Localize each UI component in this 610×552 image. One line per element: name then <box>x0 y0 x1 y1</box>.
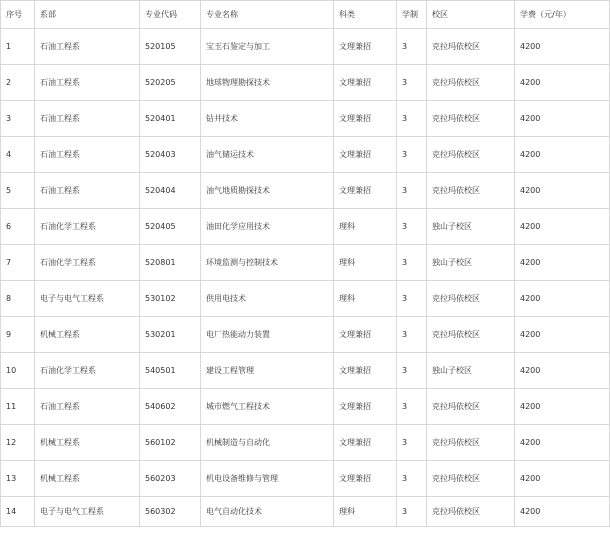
cell-duration: 3 <box>397 461 427 497</box>
header-department: 系部 <box>35 1 140 29</box>
cell-category: 文理兼招 <box>334 389 397 425</box>
cell-campus: 克拉玛依校区 <box>427 65 515 101</box>
cell-department: 石油工程系 <box>35 29 140 65</box>
cell-campus: 克拉玛依校区 <box>427 101 515 137</box>
cell-index: 8 <box>1 281 35 317</box>
cell-major-name: 地球物理勘探技术 <box>201 65 334 101</box>
cell-category: 理科 <box>334 209 397 245</box>
cell-duration: 3 <box>397 101 427 137</box>
cell-category: 文理兼招 <box>334 425 397 461</box>
cell-major-name: 建设工程管理 <box>201 353 334 389</box>
cell-department: 石油工程系 <box>35 173 140 209</box>
cell-major-code: 540501 <box>140 353 201 389</box>
header-category: 科类 <box>334 1 397 29</box>
cell-major-code: 520405 <box>140 209 201 245</box>
cell-campus: 克拉玛依校区 <box>427 29 515 65</box>
cell-major-code: 520801 <box>140 245 201 281</box>
cell-major-name: 钻井技术 <box>201 101 334 137</box>
table-row <box>1 29 610 65</box>
cell-category: 文理兼招 <box>334 317 397 353</box>
cell-campus: 克拉玛依校区 <box>427 173 515 209</box>
cell-duration: 3 <box>397 497 427 527</box>
cell-department: 石油化学工程系 <box>35 209 140 245</box>
cell-duration: 3 <box>397 353 427 389</box>
cell-major-name: 宝玉石鉴定与加工 <box>201 29 334 65</box>
cell-major-code: 530201 <box>140 317 201 353</box>
cell-index: 2 <box>1 65 35 101</box>
cell-department: 石油工程系 <box>35 101 140 137</box>
cell-category: 理科 <box>334 281 397 317</box>
cell-campus: 克拉玛依校区 <box>427 281 515 317</box>
table-row <box>1 101 610 137</box>
table-row <box>1 389 610 425</box>
cell-campus: 克拉玛依校区 <box>427 425 515 461</box>
cell-duration: 3 <box>397 317 427 353</box>
cell-major-code: 520401 <box>140 101 201 137</box>
table-row <box>1 173 610 209</box>
cell-index: 9 <box>1 317 35 353</box>
cell-major-name: 环境监测与控制技术 <box>201 245 334 281</box>
cell-major-name: 城市燃气工程技术 <box>201 389 334 425</box>
cell-tuition: 4200 <box>515 137 610 173</box>
cell-major-code: 520403 <box>140 137 201 173</box>
cell-category: 文理兼招 <box>334 101 397 137</box>
cell-index: 13 <box>1 461 35 497</box>
cell-campus: 独山子校区 <box>427 353 515 389</box>
cell-department: 石油化学工程系 <box>35 245 140 281</box>
cell-major-name: 油气地质勘探技术 <box>201 173 334 209</box>
cell-index: 10 <box>1 353 35 389</box>
cell-department: 机械工程系 <box>35 425 140 461</box>
header-duration: 学制 <box>397 1 427 29</box>
table-row <box>1 497 610 527</box>
cell-duration: 3 <box>397 65 427 101</box>
cell-category: 理科 <box>334 497 397 527</box>
cell-index: 4 <box>1 137 35 173</box>
table-row <box>1 353 610 389</box>
cell-tuition: 4200 <box>515 389 610 425</box>
cell-tuition: 4200 <box>515 29 610 65</box>
cell-campus: 克拉玛依校区 <box>427 317 515 353</box>
cell-category: 文理兼招 <box>334 173 397 209</box>
cell-major-code: 560302 <box>140 497 201 527</box>
cell-duration: 3 <box>397 137 427 173</box>
cell-department: 石油化学工程系 <box>35 353 140 389</box>
table-row <box>1 209 610 245</box>
cell-duration: 3 <box>397 245 427 281</box>
cell-tuition: 4200 <box>515 353 610 389</box>
cell-major-name: 电厂热能动力装置 <box>201 317 334 353</box>
cell-duration: 3 <box>397 281 427 317</box>
cell-department: 电子与电气工程系 <box>35 497 140 527</box>
cell-tuition: 4200 <box>515 497 610 527</box>
cell-campus: 克拉玛依校区 <box>427 461 515 497</box>
table-row <box>1 65 610 101</box>
cell-major-name: 供用电技术 <box>201 281 334 317</box>
cell-campus: 克拉玛依校区 <box>427 497 515 527</box>
cell-tuition: 4200 <box>515 425 610 461</box>
cell-department: 机械工程系 <box>35 461 140 497</box>
cell-major-name: 油气储运技术 <box>201 137 334 173</box>
cell-major-code: 520105 <box>140 29 201 65</box>
cell-major-code: 520205 <box>140 65 201 101</box>
cell-index: 7 <box>1 245 35 281</box>
cell-department: 石油工程系 <box>35 389 140 425</box>
cell-major-name: 油田化学应用技术 <box>201 209 334 245</box>
cell-tuition: 4200 <box>515 317 610 353</box>
cell-campus: 独山子校区 <box>427 209 515 245</box>
cell-department: 电子与电气工程系 <box>35 281 140 317</box>
table-row <box>1 317 610 353</box>
table-row <box>1 281 610 317</box>
cell-index: 5 <box>1 173 35 209</box>
cell-index: 3 <box>1 101 35 137</box>
cell-duration: 3 <box>397 389 427 425</box>
cell-index: 14 <box>1 497 35 527</box>
cell-tuition: 4200 <box>515 281 610 317</box>
cell-major-code: 560102 <box>140 425 201 461</box>
cell-tuition: 4200 <box>515 461 610 497</box>
cell-tuition: 4200 <box>515 245 610 281</box>
cell-tuition: 4200 <box>515 101 610 137</box>
cell-department: 机械工程系 <box>35 317 140 353</box>
cell-index: 6 <box>1 209 35 245</box>
cell-major-name: 机械制造与自动化 <box>201 425 334 461</box>
table-row <box>1 137 610 173</box>
cell-major-code: 520404 <box>140 173 201 209</box>
cell-category: 文理兼招 <box>334 29 397 65</box>
header-major-name: 专业名称 <box>201 1 334 29</box>
cell-campus: 克拉玛依校区 <box>427 389 515 425</box>
cell-major-name: 电气自动化技术 <box>201 497 334 527</box>
cell-department: 石油工程系 <box>35 137 140 173</box>
header-major-code: 专业代码 <box>140 1 201 29</box>
table-row <box>1 425 610 461</box>
header-campus: 校区 <box>427 1 515 29</box>
cell-index: 12 <box>1 425 35 461</box>
cell-tuition: 4200 <box>515 173 610 209</box>
cell-major-code: 530102 <box>140 281 201 317</box>
cell-category: 文理兼招 <box>334 65 397 101</box>
cell-duration: 3 <box>397 425 427 461</box>
cell-category: 文理兼招 <box>334 353 397 389</box>
cell-index: 11 <box>1 389 35 425</box>
cell-duration: 3 <box>397 173 427 209</box>
cell-campus: 独山子校区 <box>427 245 515 281</box>
header-index: 序号 <box>1 1 35 29</box>
table-body <box>1 29 610 527</box>
cell-major-name: 机电设备维修与管理 <box>201 461 334 497</box>
table-row <box>1 245 610 281</box>
cell-campus: 克拉玛依校区 <box>427 137 515 173</box>
table-row <box>1 461 610 497</box>
cell-department: 石油工程系 <box>35 65 140 101</box>
cell-tuition: 4200 <box>515 65 610 101</box>
cell-index: 1 <box>1 29 35 65</box>
cell-duration: 3 <box>397 29 427 65</box>
header-tuition: 学费（元/年） <box>515 1 610 29</box>
cell-tuition: 4200 <box>515 209 610 245</box>
table-header-row <box>1 1 610 29</box>
cell-category: 文理兼招 <box>334 137 397 173</box>
cell-major-code: 540602 <box>140 389 201 425</box>
cell-duration: 3 <box>397 209 427 245</box>
cell-major-code: 560203 <box>140 461 201 497</box>
cell-category: 文理兼招 <box>334 461 397 497</box>
cell-category: 理科 <box>334 245 397 281</box>
